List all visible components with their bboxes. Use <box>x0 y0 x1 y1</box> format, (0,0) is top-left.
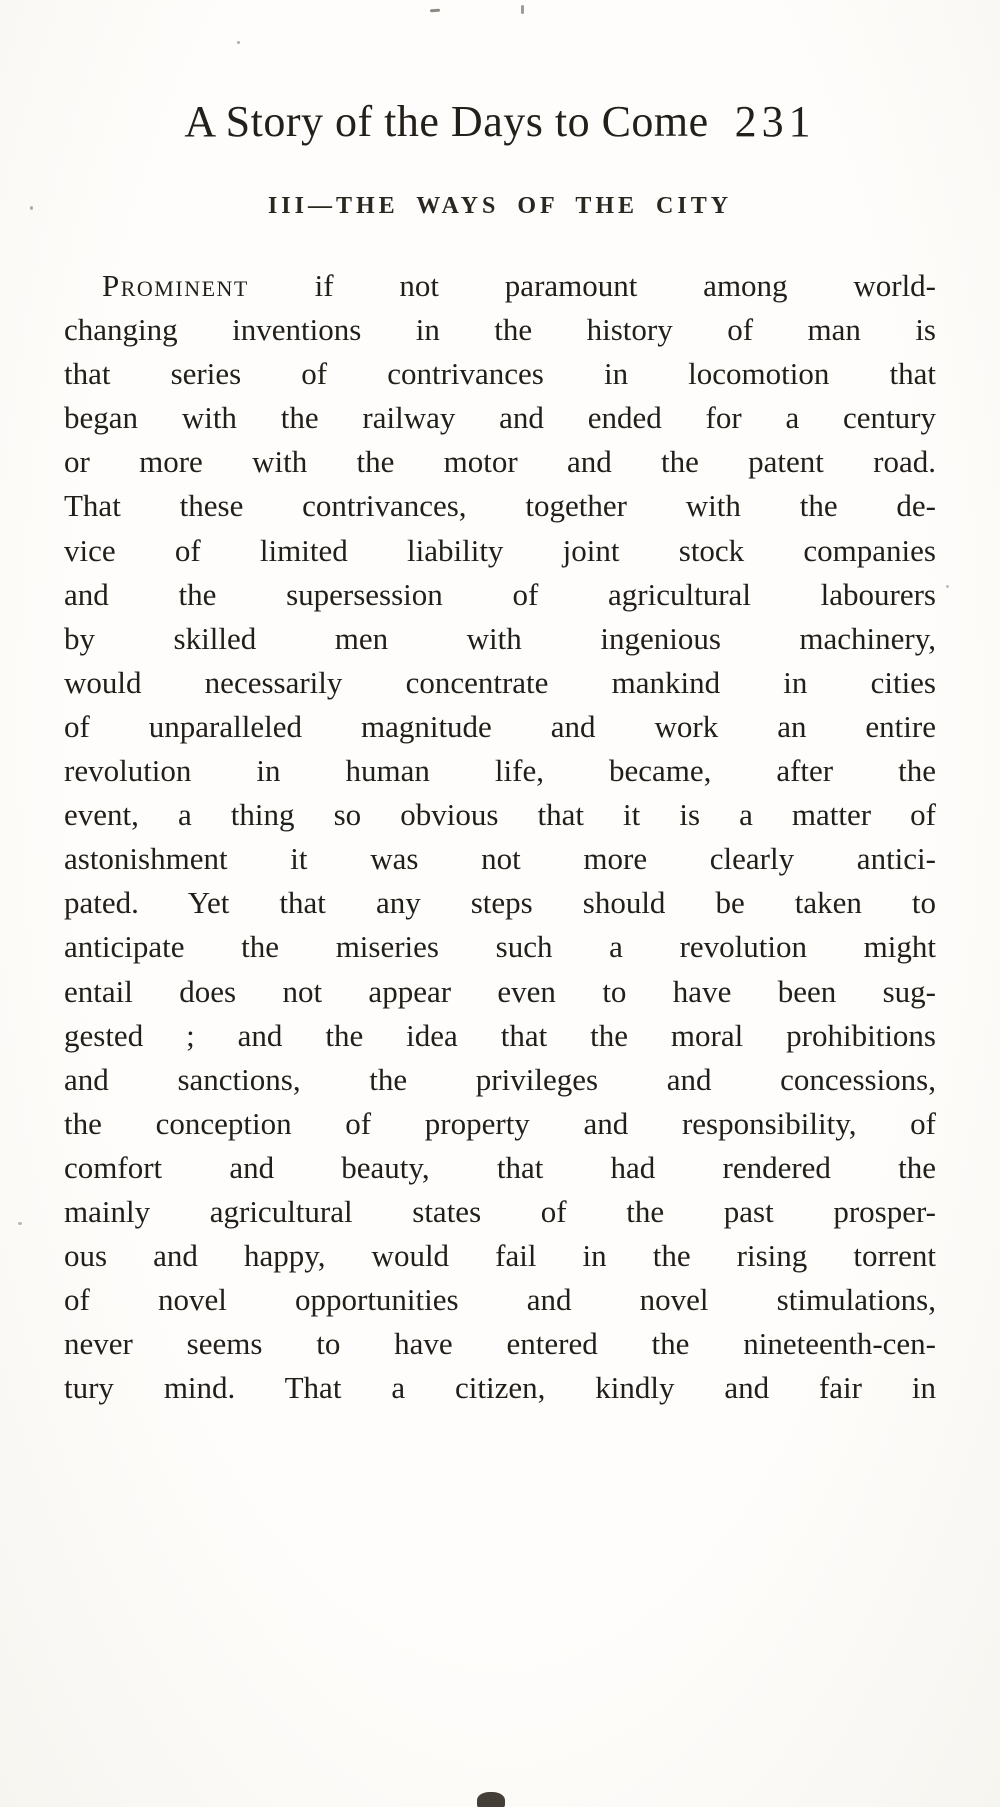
body-line: by skilled men with ingenious machinery, <box>64 620 936 656</box>
body-line: vice of limited liability joint stock companies <box>64 532 936 568</box>
scan-artifact <box>237 41 240 44</box>
body-line: astonishment it was not more clearly antici- <box>64 841 936 877</box>
body-line: gested ; and the idea that the moral prohibitions <box>64 1017 936 1053</box>
body-line <box>64 264 936 308</box>
body-line: and sanctions, the privileges and concessions, <box>64 1061 936 1097</box>
body-line: of novel opportunities and novel stimulations, <box>64 1282 936 1318</box>
body-line: the conception of property and responsibility, of <box>64 1105 936 1141</box>
body-line: that series of contrivances in locomotion that <box>64 356 936 392</box>
first-line-rest: if not paramount among world- <box>314 268 937 303</box>
body-line: entail does not appear even to have been sug- <box>64 973 936 1009</box>
scan-artifact <box>18 1222 22 1225</box>
body-line: event, a thing so obvious that it is a matter of <box>64 797 936 833</box>
body-line: and the supersession of agricultural labourers <box>64 576 936 612</box>
scan-artifact <box>946 585 949 588</box>
page-number: 231 <box>734 97 816 146</box>
body-line: ous and happy, would fail in the rising torrent <box>64 1238 936 1274</box>
body-line: tury mind. That a citizen, kindly and fair in <box>64 1370 936 1406</box>
body-line: That these contrivances, together with the de- <box>64 488 936 524</box>
body-line: comfort and beauty, that had rendered the <box>64 1149 936 1185</box>
body-line: began with the railway and ended for a century <box>64 400 936 436</box>
section-heading: III—THE WAYS OF THE CITY <box>267 193 733 219</box>
body-line: anticipate the miseries such a revolution might <box>64 929 936 965</box>
body-line: mainly agricultural states of the past prosper- <box>64 1193 936 1229</box>
body-line: never seems to have entered the nineteenth-cen- <box>64 1326 936 1362</box>
chapter-title: A Story of the Days to Come <box>184 97 709 146</box>
ink-smudge <box>477 1792 505 1807</box>
body-paragraph <box>64 264 936 1410</box>
body-line: pated. Yet that any steps should be taken to <box>64 885 936 921</box>
scan-artifact <box>30 206 33 210</box>
body-line: or more with the motor and the patent road. <box>64 444 936 480</box>
scan-artifact <box>430 9 440 13</box>
lead-word: Prominent <box>102 268 249 303</box>
body-line: revolution in human life, became, after the <box>64 753 936 789</box>
body-line: of unparalleled magnitude and work an entire <box>64 708 936 744</box>
scan-artifact <box>521 5 524 14</box>
body-line: would necessarily concentrate mankind in cities <box>64 664 936 700</box>
body-line: changing inventions in the history of man is <box>64 312 936 348</box>
running-header <box>0 97 1000 146</box>
